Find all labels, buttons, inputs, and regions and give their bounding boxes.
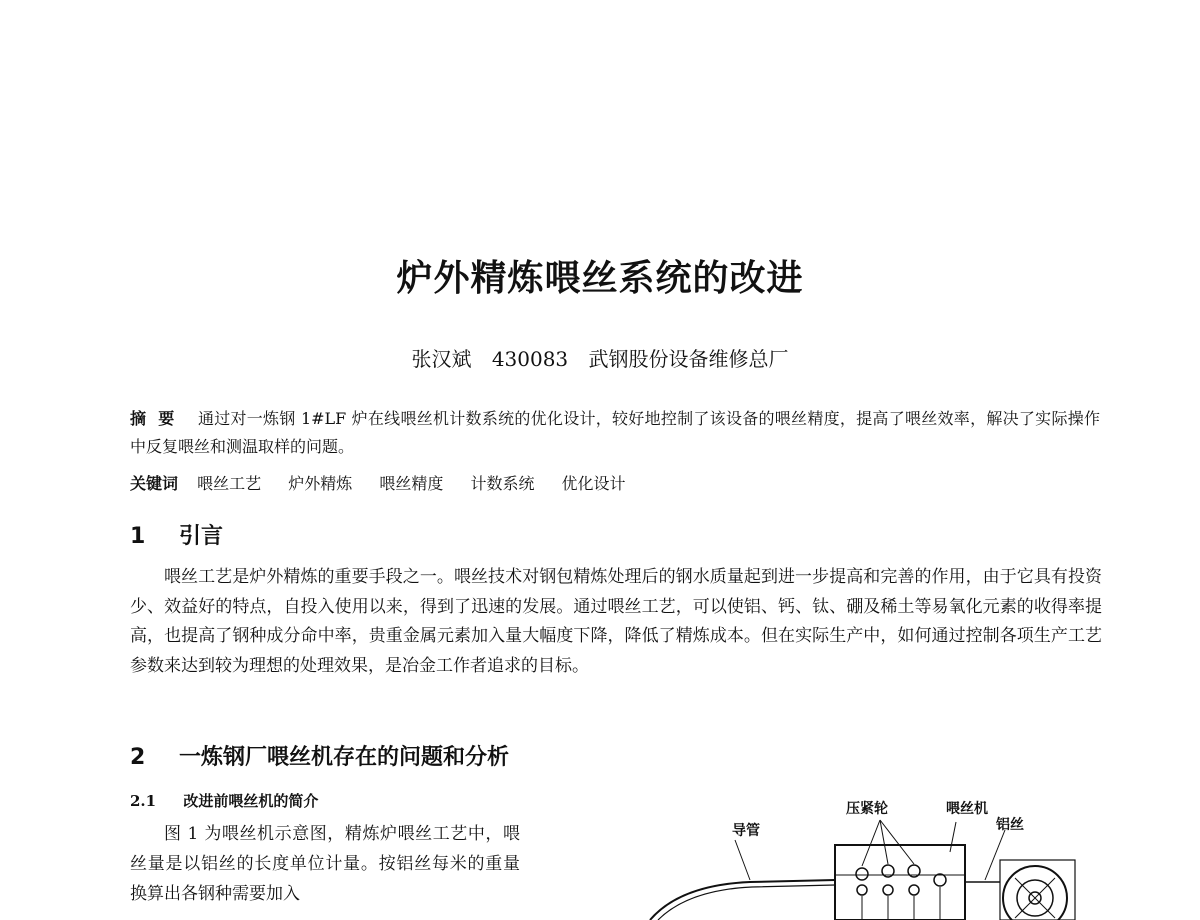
al-wire-leader — [985, 830, 1005, 880]
section-title: 一炼钢厂喂丝机存在的问题和分析 — [178, 745, 509, 770]
subsection-paragraph: 图 1 为喂丝机示意图，精炼炉喂丝工艺中，喂丝量是以铝丝的长度单位计量。按铝丝每米的重量换算出各钢种需要加入 — [130, 824, 520, 904]
paper-title: 炉外精炼喂丝系统的改进 — [396, 257, 804, 299]
subsection-heading — [130, 790, 318, 811]
guide-pipe-inner — [658, 885, 835, 920]
keyword: 喂丝精度 — [379, 474, 444, 493]
keywords-label: 关键词 — [130, 474, 179, 493]
author-postcode: 430083 — [491, 347, 569, 371]
keyword: 喂丝工艺 — [197, 474, 262, 493]
author-name: 张汉斌 — [411, 347, 472, 371]
subsection-title: 改进前喂丝机的简介 — [183, 792, 319, 810]
label-pinch-roller: 压紧轮 — [846, 801, 888, 817]
pinch-roller-leader — [880, 820, 888, 864]
roller-lower — [857, 885, 867, 895]
roller-lower — [883, 885, 893, 895]
section-heading-problems — [130, 740, 509, 771]
pinch-roller-leader — [880, 820, 914, 864]
subsection-number: 2.1 — [130, 792, 157, 810]
label-feeder: 喂丝机 — [946, 801, 988, 817]
wire-reel — [1003, 866, 1067, 920]
pinch-roller-leader — [862, 820, 880, 866]
guide-pipe-leader — [735, 840, 750, 880]
label-guide-pipe: 导管 — [732, 823, 760, 839]
keywords — [130, 470, 1100, 498]
abstract — [130, 405, 1100, 461]
keyword: 优化设计 — [561, 474, 626, 493]
section-number: 2 — [130, 745, 146, 770]
roller — [856, 868, 868, 880]
roller-lower — [909, 885, 919, 895]
section-title: 引言 — [178, 524, 223, 549]
roller — [934, 874, 946, 886]
author-line — [0, 343, 1200, 372]
label-al-wire: 铝丝 — [996, 817, 1024, 833]
keyword: 计数系统 — [470, 474, 535, 493]
author-affiliation: 武钢股份设备维修总厂 — [588, 347, 789, 371]
introduction-paragraph: 喂丝工艺是炉外精炼的重要手段之一。喂丝技术对钢包精炼处理后的钢水质量起到进一步提高和完善的作用，由于它具有投资少、效益好的特点，自投入使用以来，得到了迅速的发展。通过喂丝工艺，可以使铝、钙、钛、硼及稀土等易氧化元素的收得率提高，也提高了钢种成分命中率，贵重金属元素加入量大幅度下降，降低了精炼成本。但在实际生产中，如何通过控制各项生产工艺参数来达到较为理想的处理效果，是冶金工作者追求的目标。 — [130, 567, 1102, 676]
abstract-label: 摘要 — [130, 409, 187, 428]
keyword: 炉外精炼 — [288, 474, 353, 493]
wire-feeder-figure — [640, 790, 1100, 920]
section-number: 1 — [130, 524, 146, 549]
feeder-leader — [950, 822, 956, 852]
abstract-text: 通过对一炼钢 1#LF 炉在线喂丝机计数系统的优化设计，较好地控制了该设备的喂丝精度，提高了喂丝效率，解决了实际操作中反复喂丝和测温取样的问题。 — [130, 409, 1100, 456]
section-heading-introduction — [130, 519, 223, 550]
